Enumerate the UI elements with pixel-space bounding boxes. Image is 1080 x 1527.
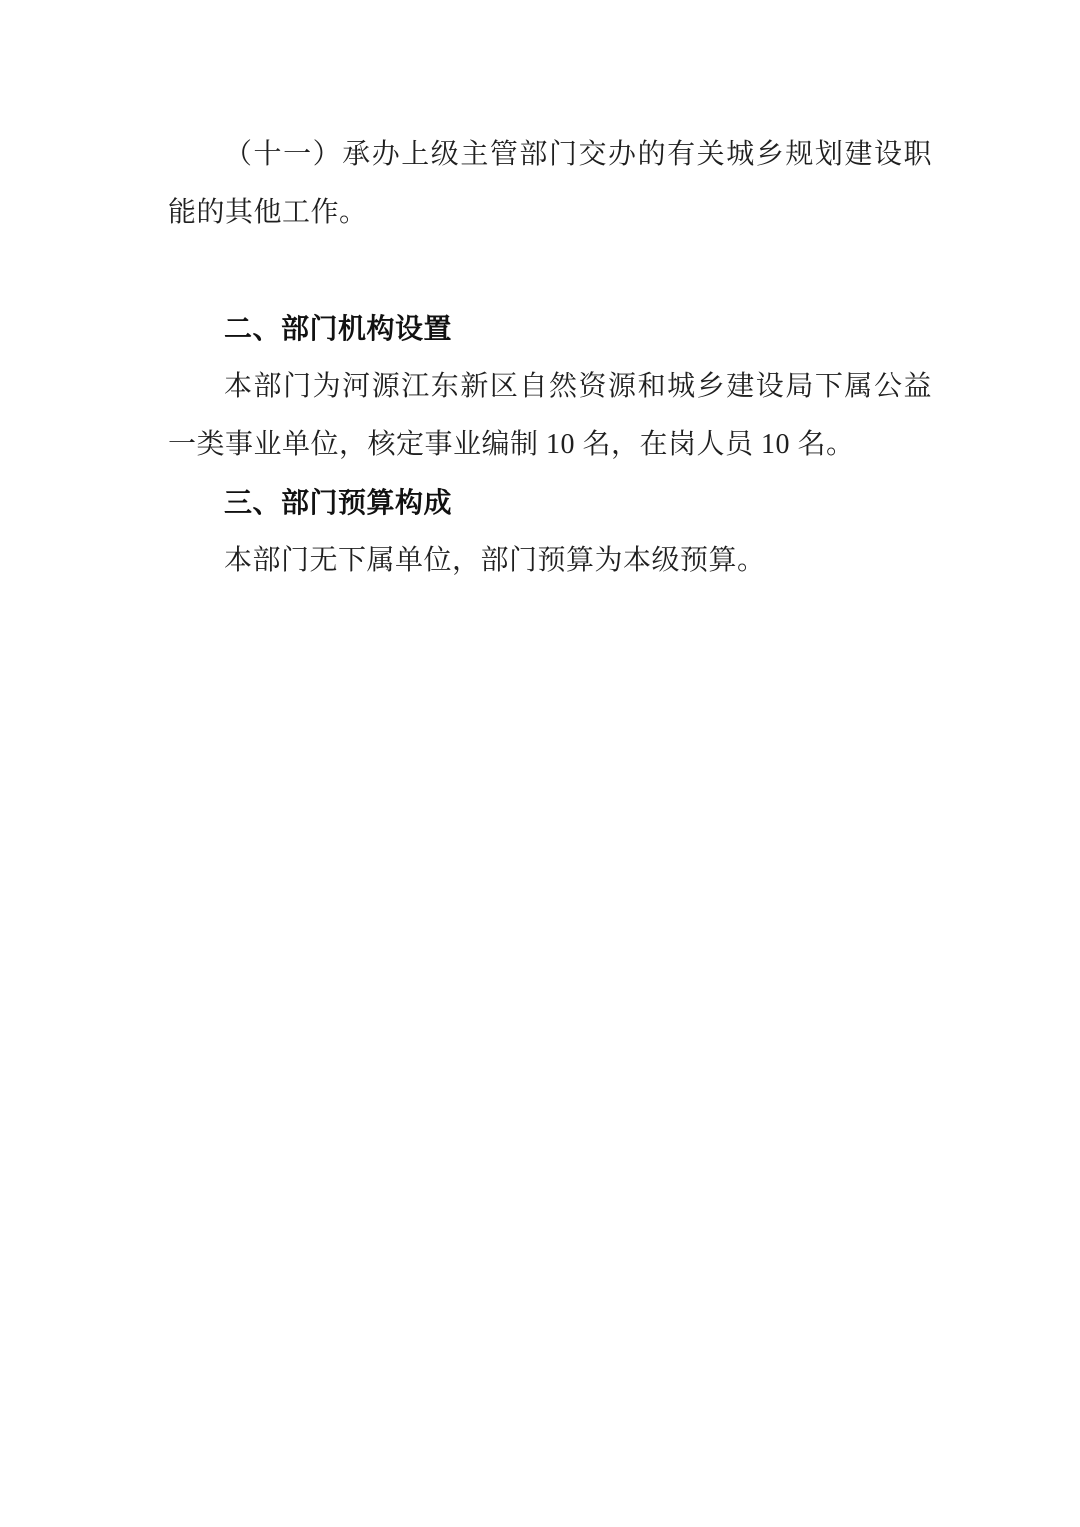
document-content bbox=[168, 126, 932, 590]
section-heading-budget-composition: 三、部门预算构成 bbox=[224, 487, 453, 518]
section-heading-org-setup: 二、部门机构设置 bbox=[224, 313, 453, 344]
paragraph-duty-item-eleven: （十一）承办上级主管部门交办的有关城乡规划建设职能的其他工作。 bbox=[168, 139, 932, 228]
blank-line-spacer bbox=[168, 242, 932, 300]
paragraph-org-setup: 本部门为河源江东新区自然资源和城乡建设局下属公益一类事业单位，核定事业编制 10 名，在岗人员 10 名。 bbox=[168, 371, 932, 460]
paragraph-budget-composition: 本部门无下属单位，部门预算为本级预算。 bbox=[224, 545, 766, 576]
